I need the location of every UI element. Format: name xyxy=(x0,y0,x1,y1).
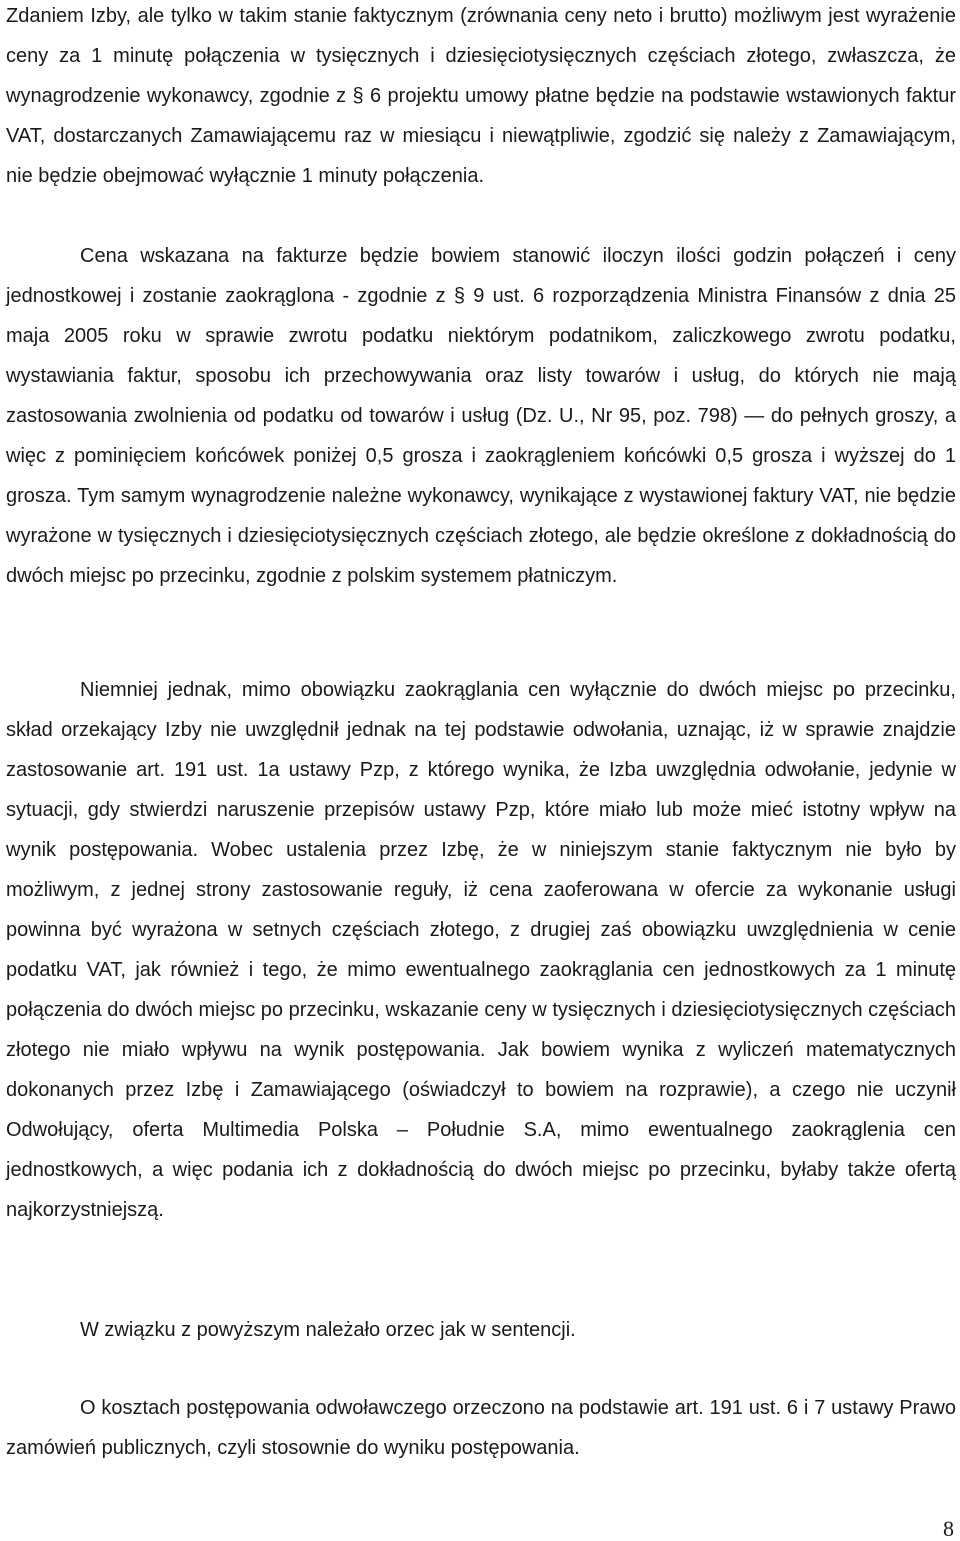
paragraph-costs: O kosztach postępowania odwoławczego orzeczono na podstawie art. 191 ust. 6 i 7 ustawy Prawo zamówień publicznych, czyli stosownie do wyniku postępowania. xyxy=(6,1397,956,1459)
paragraph-invoice-rounding: Cena wskazana na fakturze będzie bowiem stanowić iloczyn ilości godzin połączeń i ceny jednostkowej i zostanie zaokrąglona - zgodnie z § 9 ust. 6 rozporządzenia Ministra Finansów z dnia 25 maja 2005 roku w sprawie zwrotu podatku niektórym podatnikom, zaliczkowego zwrotu podatku, wystawiania faktur, sposobu ich przechowywania oraz listy towarów i usług, do których nie mają zastosowania zwolnienia od podatku od towarów i usług (Dz. U., Nr 95, poz. 798) — do pełnych groszy, a więc z pominięciem końcówek poniżej 0,5 grosza i zaokrągleniem końcówki 0,5 grosza i wyższej do 1 grosza. Tym samym wynagrodzenie należne wykonawcy, wynikające z wystawionej faktury VAT, nie będzie wyrażone w tysięcznych i dziesięciotysięcznych częściach złotego, ale będzie określone z dokładnością do dwóch miejsc po przecinku, zgodnie z polskim systemem płatniczym. xyxy=(6,245,956,587)
paragraph-price-precision: Zdaniem Izby, ale tylko w takim stanie faktycznym (zrównania ceny neto i brutto) możliwym jest wyrażenie ceny za 1 minutę połączenia w tysięcznych i dziesięciotysięcznych częściach złotego, zwłaszcza, że wynagrodzenie wykonawcy, zgodnie z § 6 projektu umowy płatne będzie na podstawie wstawionych faktur VAT, dostarczanych Zamawiającemu raz w miesiącu i niewątpliwie, zgodzić się należy z Zamawiającym, nie będzie obejmować wyłącznie 1 minuty połączenia. xyxy=(6,5,956,187)
paragraph-appeal-assessment: Niemniej jednak, mimo obowiązku zaokrąglania cen wyłącznie do dwóch miejsc po przecinku, skład orzekający Izby nie uwzględnił jednak na tej podstawie odwołania, uznając, iż w sprawie znajdzie zastosowanie art. 191 ust. 1a ustawy Pzp, z którego wynika, że Izba uwzględnia odwołanie, jedynie w sytuacji, gdy stwierdzi naruszenie przepisów ustawy Pzp, które miało lub może mieć istotny wpływ na wynik postępowania. Wobec ustalenia przez Izbę, że w niniejszym stanie faktycznym nie było by możliwym, z jednej strony zastosowanie reguły, iż cena zaoferowana w ofercie za wykonanie usługi powinna być wyrażona w setnych częściach złotego, z drugiej zaś obowiązku uwzględnienia w cenie podatku VAT, jak również i tego, że mimo ewentualnego zaokrąglania cen jednostkowych za 1 minutę połączenia do dwóch miejsc po przecinku, wskazanie ceny w tysięcznych i dziesięciotysięcznych częściach złotego nie miało wpływu na wynik postępowania. Jak bowiem wynika z wyliczeń matematycznych dokonanych przez Izbę i Zamawiającego (oświadczył to bowiem na rozprawie), a czego nie uczynił Odwołujący, oferta Multimedia Polska – Południe S.A, mimo ewentualnego zaokrąglenia cen jednostkowych, a więc podania ich z dokładnością do dwóch miejsc po przecinku, byłaby także ofertą najkorzystniejszą. xyxy=(6,679,956,1221)
paragraph-ruling: W związku z powyższym należało orzec jak w sentencji. xyxy=(80,1319,576,1341)
page-number: 8 xyxy=(943,1516,954,1541)
